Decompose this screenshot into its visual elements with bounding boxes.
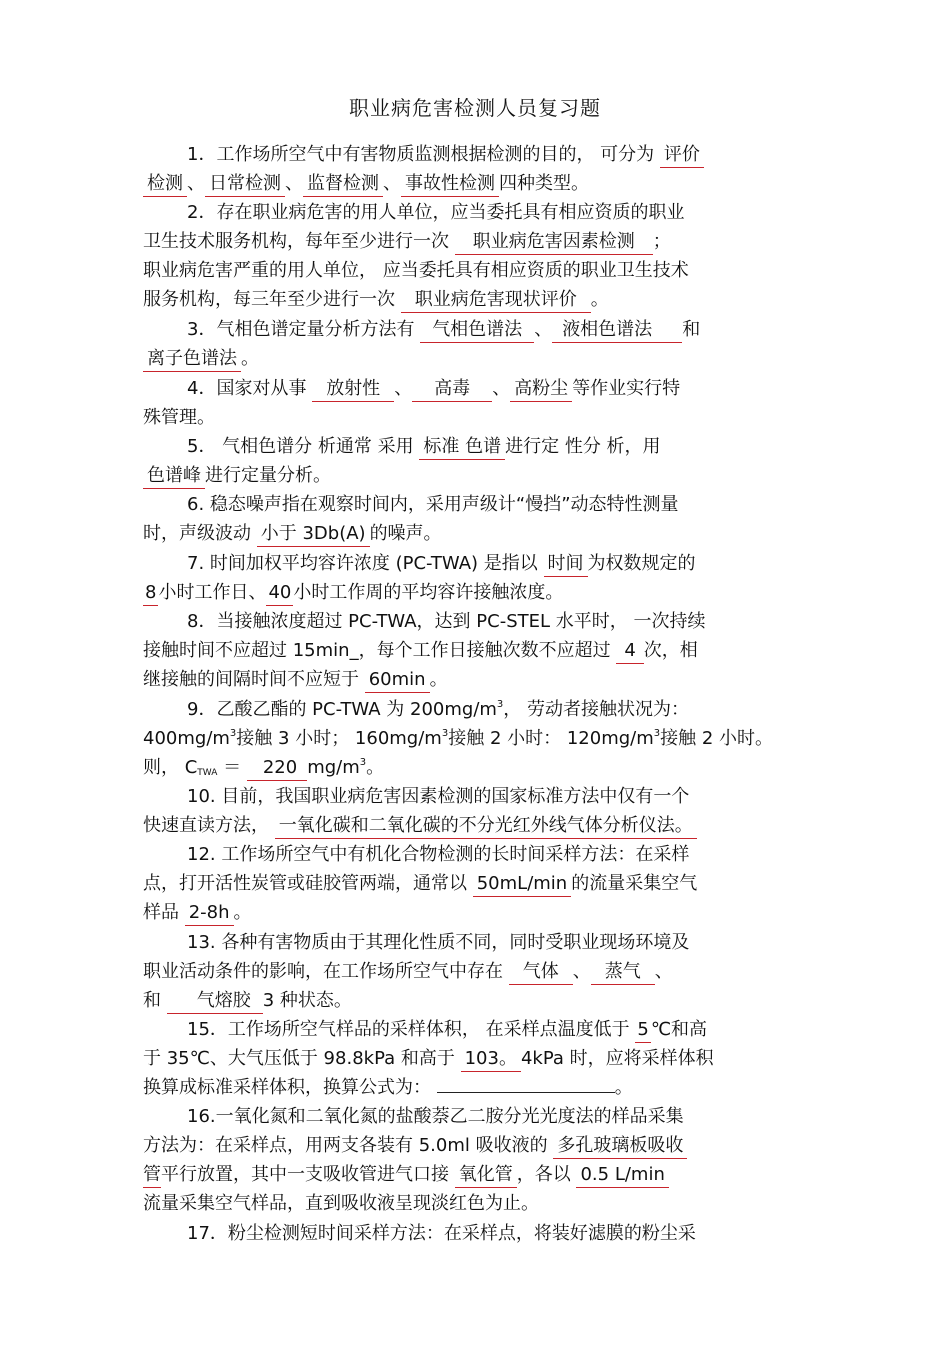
answer-blank: 2-8h — [185, 901, 234, 926]
question-text: 5． 气相色谱分 析通常 采用 — [187, 436, 414, 457]
answer-blank: 气熔胶 — [167, 989, 263, 1014]
answer-blank: 检测 — [143, 172, 187, 197]
answer-blank: 气相色谱法 — [420, 318, 534, 343]
question-text: ，各以 — [516, 1164, 571, 1185]
question-text: 16.一氧化氮和二氧化氮的盐酸萘乙二胺分光光度法的样品采集 — [187, 1106, 684, 1127]
superscript: 3 — [359, 757, 367, 768]
question-text: 则， C — [143, 757, 198, 778]
question-text: 、 — [654, 961, 673, 982]
question-text: ， 劳动者接触状况为： — [503, 699, 690, 720]
question-text: 为权数规定的 — [587, 553, 696, 574]
question-text: 6. 稳态噪声指在观察时间内，采用声级计“慢挡”动态特性测量 — [187, 494, 679, 515]
question-text: 接触时间不应超过 15min_，每个工作日接触次数不应超过 — [143, 640, 611, 661]
question-text: 服务机构，每三年至少进行一次 — [143, 289, 395, 310]
question-text: 小时工作日、 — [158, 582, 267, 603]
question-text: 、 — [187, 173, 205, 194]
answer-blank: 50mL/min — [473, 872, 571, 897]
question-15 — [143, 1015, 810, 1102]
question-text: 进行定量分析。 — [205, 465, 331, 486]
question-text: 10. 目前，我国职业病危害因素检测的国家标准方法中仅有一个 — [187, 786, 690, 807]
answer-blank: 监督检测 — [303, 172, 383, 197]
question-text: 方法为：在采样点，用两支各装有 5.0ml 吸收液的 — [143, 1135, 548, 1156]
answer-blank: 8 — [143, 581, 158, 606]
question-text: 、 — [492, 378, 511, 399]
answer-blank: 液相色谱法 — [552, 318, 682, 343]
question-3 — [143, 315, 810, 373]
question-text: 、 — [394, 378, 413, 399]
question-text: 9．乙酸乙酯的 PC-TWA 为 200mg/m — [187, 699, 497, 720]
question-text: 。 — [429, 669, 448, 690]
answer-blank: 职业病危害现状评价 — [401, 288, 591, 313]
question-text: 快速直读方法， — [143, 815, 269, 836]
question-text: 点，打开活性炭管或硅胶管两端，通常以 — [143, 873, 467, 894]
question-13 — [143, 928, 810, 1015]
answer-blank: 氧化管 — [455, 1163, 517, 1188]
answer-blank: 0.5 L/min — [576, 1163, 668, 1188]
answer-blank: 评价 — [660, 143, 704, 168]
question-text: 400mg/m — [143, 728, 230, 749]
question-text: 于 35℃、大气压低于 98.8kPa 和高于 — [143, 1048, 455, 1069]
question-text: 的噪声。 — [369, 523, 442, 544]
question-text: 、 — [572, 961, 591, 982]
question-text: mg/m — [307, 757, 360, 778]
answer-blank: 5 — [635, 1018, 650, 1043]
question-16 — [143, 1102, 810, 1218]
question-text: 12. 工作场所空气中有机化合物检测的长时间采样方法：在采样 — [187, 844, 690, 865]
answer-blank: 日常检测 — [205, 172, 285, 197]
answer-blank: 放射性 — [312, 377, 394, 402]
question-text: 职业活动条件的影响，在工作场所空气中存在 — [143, 961, 503, 982]
subscript: TWA — [197, 768, 218, 778]
answer-blank: 小于 3Db(A) — [257, 522, 370, 547]
question-text: 样品 — [143, 902, 179, 923]
question-text: 时，声级波动 — [143, 523, 251, 544]
question-text: ； — [652, 231, 671, 252]
superscript: 3 — [229, 728, 237, 739]
superscript: 3 — [496, 699, 504, 710]
answer-blank: 职业病危害因素检测 — [455, 230, 653, 255]
question-6 — [143, 490, 810, 548]
question-2 — [143, 198, 810, 314]
question-text: 7. 时间加权平均容许浓度 (PC-TWA) 是指以 — [187, 553, 538, 574]
question-text: 次，相 — [643, 640, 698, 661]
question-text: 和 — [143, 990, 161, 1011]
question-text: 8．当接触浓度超过 PC-TWA，达到 PC-STEL 水平时， 一次持续 — [187, 611, 706, 632]
question-text: 接触 3 小时； 160mg/m — [236, 728, 442, 749]
question-text: 小时工作周的平均容许接触浓度。 — [293, 582, 564, 603]
question-text: 4．国家对从事 — [187, 378, 307, 399]
question-text: 四种类型。 — [499, 173, 589, 194]
question-text: 3 种状态。 — [262, 990, 352, 1011]
question-text: 殊管理。 — [143, 407, 215, 428]
question-text: ＝ — [223, 757, 242, 778]
question-text: 。 — [233, 902, 252, 923]
question-text: 、 — [534, 319, 553, 340]
question-7 — [143, 549, 810, 607]
answer-blank: 4 — [616, 639, 643, 664]
question-text: 接触 2 小时。 — [660, 728, 774, 749]
question-10 — [143, 782, 810, 840]
question-8 — [143, 607, 810, 694]
question-4 — [143, 374, 810, 432]
superscript: 3 — [441, 728, 449, 739]
question-text: 流量采集空气样品，直到吸收液呈现淡红色为止。 — [143, 1193, 539, 1214]
question-text: 换算成标准采样体积，换算公式为： — [143, 1077, 431, 1098]
document-title: 职业病危害检测人员复习题 — [349, 96, 601, 120]
question-text: 13. 各种有害物质由于其理化性质不同，同时受职业现场环境及 — [187, 932, 690, 953]
answer-blank: 时间 — [544, 552, 588, 577]
answer-blank: 一氧化碳和二氧化碳的不分光红外线气体分析仪法。 — [275, 814, 697, 839]
answer-blank: 事故性检测 — [401, 172, 499, 197]
answer-blank: 220 — [247, 756, 307, 781]
question-text: 4kPa 时，应将采样体积 — [520, 1048, 714, 1069]
question-text: 。 — [614, 1077, 633, 1098]
answer-blank: 60min — [365, 668, 430, 693]
question-text: 1．工作场所空气中有害物质监测根据检测的目的， 可分为 — [187, 144, 655, 165]
question-text: 等作业实行特 — [572, 378, 681, 399]
question-text: 继接触的间隔时间不应短于 — [143, 669, 359, 690]
question-text: 。 — [590, 289, 609, 310]
question-text: 。 — [366, 757, 385, 778]
answer-blank: 高毒 — [412, 377, 492, 402]
question-text: 平行放置，其中一支吸收管进气口接 — [161, 1164, 449, 1185]
answer-blank: 离子色谱法 — [143, 347, 241, 372]
answer-blank: 多孔玻璃板吸收 — [553, 1134, 687, 1159]
question-text: 卫生技术服务机构，每年至少进行一次 — [143, 231, 449, 252]
question-1 — [143, 140, 810, 198]
answer-blank: 标准 色谱 — [419, 435, 505, 460]
question-text: 和 — [682, 319, 701, 340]
answer-blank: 103。 — [461, 1047, 521, 1072]
answer-blank: 色谱峰 — [143, 464, 205, 489]
answer-blank: 蒸气 — [591, 960, 655, 985]
superscript: 3 — [653, 728, 661, 739]
question-text: 15．工作场所空气样品的采样体积， 在采样点温度低于 — [187, 1019, 630, 1040]
question-text: 接触 2 小时： 120mg/m — [448, 728, 654, 749]
answer-blank: 高粉尘 — [510, 377, 572, 402]
question-text: 进行定 性分 析，用 — [505, 436, 661, 457]
formula-blank — [437, 1092, 615, 1093]
question-5 — [143, 432, 810, 490]
answer-blank: 40 — [266, 581, 293, 606]
question-17 — [143, 1219, 810, 1248]
question-9 — [143, 695, 810, 782]
answer-blank: 管 — [143, 1163, 161, 1188]
question-text: 3．气相色谱定量分析方法有 — [187, 319, 415, 340]
question-text: 职业病危害严重的用人单位， 应当委托具有相应资质的职业卫生技术 — [143, 260, 689, 281]
question-text: 17．粉尘检测短时间采样方法：在采样点，将装好滤膜的粉尘采 — [187, 1223, 696, 1244]
question-text: 2．存在职业病危害的用人单位，应当委托具有相应资质的职业 — [187, 202, 685, 223]
question-12 — [143, 840, 810, 927]
question-text: 的流量采集空气 — [571, 873, 698, 894]
answer-blank: 气体 — [509, 960, 573, 985]
question-text: 、 — [285, 173, 303, 194]
question-text: 。 — [241, 348, 259, 369]
question-text: ℃和高 — [650, 1019, 708, 1040]
question-text: 、 — [383, 173, 401, 194]
